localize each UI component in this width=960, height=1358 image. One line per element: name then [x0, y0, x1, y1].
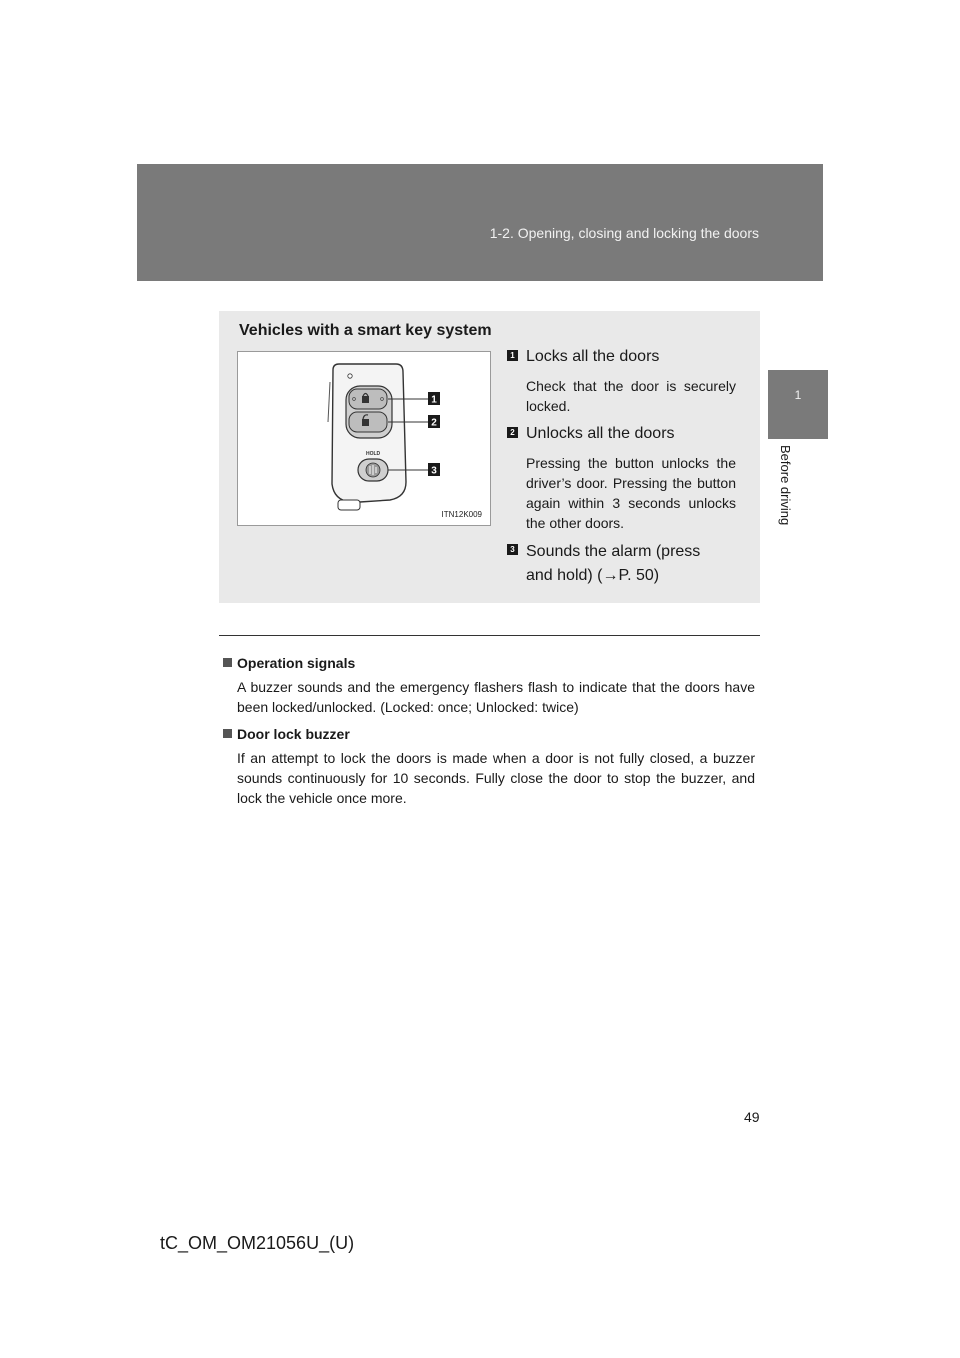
- item-number-badge: 1: [507, 350, 518, 361]
- chapter-tab: [768, 370, 828, 439]
- section-title: 1-2. Opening, closing and locking the doors: [489, 225, 759, 241]
- figure-badge-1: 1: [431, 394, 437, 406]
- item-title: Locks all the doors: [526, 348, 660, 365]
- item-description: Check that the door is securely locked.: [526, 378, 736, 414]
- smart-key-figure: [237, 351, 491, 526]
- figure-badge-3: 3: [431, 465, 437, 477]
- item-title: Unlocks all the doors: [526, 425, 675, 442]
- square-bullet-icon: [223, 729, 232, 738]
- divider: [219, 635, 760, 636]
- document-code: tC_OM_OM21056U_(U): [160, 1233, 355, 1253]
- item-number-badge: 2: [507, 427, 518, 438]
- note-body: A buzzer sounds and the emergency flashers flash to indicate that the doors have been locked/unlocked. (Locked: once; Unlocked: twice): [237, 679, 755, 715]
- chapter-number: 1: [794, 388, 802, 402]
- item-description: Pressing the button unlocks the driver’s door. Pressing the button again within 3 seconds unlocks the other doors.: [526, 455, 736, 531]
- note-body: If an attempt to lock the doors is made when a door is not fully closed, a buzzer sounds continuously for 10 seconds. Fully close the door to stop the buzzer, and lock the vehicle once more.: [237, 750, 755, 806]
- smart-key-illustration: [238, 352, 490, 525]
- item-lock: [507, 346, 747, 416]
- smart-key-box: [219, 311, 760, 603]
- note-heading: Door lock buzzer: [237, 726, 350, 742]
- figure-badge-2: 2: [431, 417, 437, 429]
- item-unlock: [507, 423, 747, 533]
- item-alarm: [507, 540, 747, 588]
- header-band: [137, 164, 823, 281]
- note-operation-signals: [223, 653, 755, 717]
- note-heading: Operation signals: [237, 655, 356, 671]
- note-door-lock-buzzer: [223, 724, 755, 808]
- page-number: 49: [744, 1109, 760, 1125]
- item-title: Sounds the alarm (press and hold) (→P. 50): [526, 543, 701, 584]
- item-number-badge: 3: [507, 544, 518, 555]
- chapter-label: Before driving: [778, 445, 793, 526]
- figure-code: ITN12K009: [441, 510, 482, 519]
- square-bullet-icon: [223, 658, 232, 667]
- hold-label: HOLD: [366, 451, 381, 457]
- box-heading: Vehicles with a smart key system: [239, 322, 492, 339]
